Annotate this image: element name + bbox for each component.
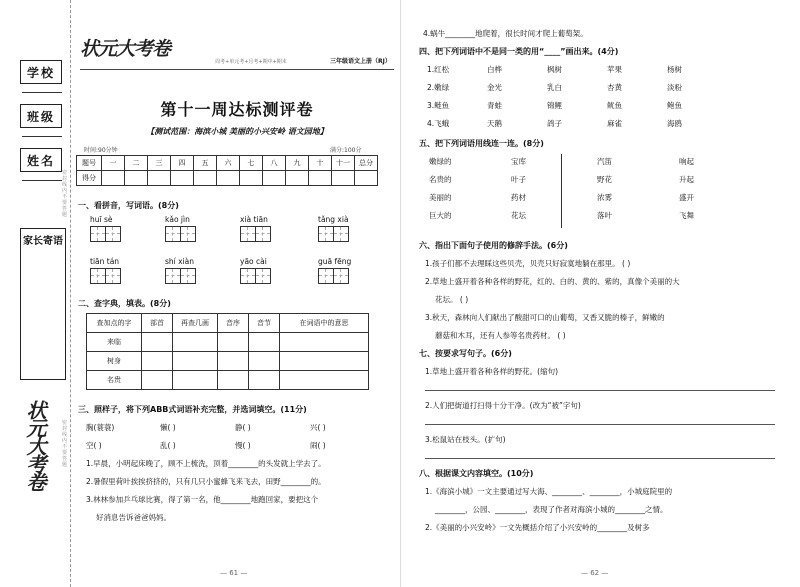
pinyin-item: [90, 257, 120, 284]
rhetoric-question: 2.草地上盛开着各种各样的野花，红的、白的、黄的、紫的，真像个美丽的大: [425, 277, 680, 286]
section-2-title: 二、查字典，填表。(8分): [78, 299, 171, 308]
word[interactable]: 麻雀: [607, 119, 622, 128]
score-header-row: [77, 156, 378, 171]
answer-line[interactable]: [425, 424, 775, 425]
dict-header: 音节: [249, 314, 280, 333]
match-item[interactable]: 浓雾: [597, 193, 612, 202]
dict-cell[interactable]: [218, 352, 249, 371]
word[interactable]: 1.红松: [427, 65, 450, 74]
score-cell[interactable]: [194, 171, 217, 186]
score-header-cell: 一: [102, 156, 125, 171]
test-scope: 【测试范围：海滨小城 美丽的小兴安岭 语文园地】: [146, 127, 328, 136]
abb-blank[interactable]: 乱( ): [160, 441, 176, 450]
score-header-cell: 五: [194, 156, 217, 171]
score-header-cell: 十一: [332, 156, 355, 171]
dictionary-table: [86, 313, 369, 390]
dict-cell[interactable]: [280, 352, 369, 371]
score-row: [77, 171, 378, 186]
score-header-cell: 七: [240, 156, 263, 171]
section-1-title: 一、看拼音，写词语。(8分): [78, 201, 179, 210]
word[interactable]: 锦鲤: [547, 101, 562, 110]
write-box[interactable]: [333, 268, 349, 284]
word[interactable]: 枫树: [547, 65, 562, 74]
pinyin-item: [318, 257, 351, 284]
rhetoric-question: 花坛。 ( ): [435, 295, 469, 304]
answer-line[interactable]: [425, 390, 775, 391]
pinyin-text: shí xiàn: [165, 257, 195, 266]
match-item[interactable]: 汽笛: [597, 157, 612, 166]
score-header-cell: 题号: [77, 156, 102, 171]
abb-blank[interactable]: 兴( ): [310, 423, 326, 432]
parent-comment-box[interactable]: [20, 228, 66, 380]
match-column: [597, 156, 612, 228]
word[interactable]: 白桦: [487, 65, 502, 74]
abb-blank[interactable]: 静( ): [235, 423, 251, 432]
name-label: 姓名: [20, 148, 62, 172]
section-5-title: 五、把下列词语用线连一连。(8分): [419, 139, 544, 148]
pinyin-text: yāo cài: [240, 257, 267, 266]
dict-cell[interactable]: [249, 352, 280, 371]
word[interactable]: 鱿鱼: [607, 101, 622, 110]
write-box[interactable]: [255, 268, 271, 284]
pinyin-text: xià tiān: [240, 215, 268, 224]
header-tagline: 周考+单元考+月考+期中+期末: [215, 59, 287, 65]
word[interactable]: 3.鲢鱼: [427, 101, 450, 110]
side-logo: 状元大考卷: [23, 400, 47, 490]
dict-cell[interactable]: [142, 352, 173, 371]
word-row: [427, 82, 727, 93]
word-row: [427, 100, 727, 111]
word[interactable]: 2.嫩绿: [427, 83, 450, 92]
dict-cell[interactable]: [173, 352, 218, 371]
pinyin-text: tiān tán: [90, 257, 120, 266]
score-header-cell: 十: [309, 156, 332, 171]
word[interactable]: 4.飞蛾: [427, 119, 450, 128]
score-cell[interactable]: [125, 171, 148, 186]
fill-sentence: 1.早晨，小明起床晚了，顾不上梳洗，顶着________的头发就上学去了。: [86, 459, 326, 468]
pinyin-text: kǎo jìn: [165, 215, 190, 224]
abb-blank[interactable]: 闹( ): [310, 441, 326, 450]
write-box[interactable]: [318, 268, 334, 284]
match-item[interactable]: 花坛: [511, 211, 526, 220]
rewrite-question: 2.人们把街道打扫得十分干净。(改为“被”字句): [425, 401, 581, 410]
score-header-cell: 九: [286, 156, 309, 171]
rhetoric-question: 1.孩子们都不去理睬这些贝壳，贝壳只好寂寞地躺在那里。 ( ): [425, 259, 631, 268]
match-divider: [561, 154, 562, 228]
match-item[interactable]: 嫩绿的: [429, 157, 452, 166]
score-cell[interactable]: [355, 171, 378, 186]
pinyin-item: [240, 215, 270, 242]
school-label: 学校: [20, 60, 62, 84]
pinyin-text: huī sè: [90, 215, 113, 224]
word[interactable]: 苹果: [607, 65, 622, 74]
word[interactable]: 杨树: [667, 65, 682, 74]
section-4-title: 四、把下列词语中不是同一类的用“____”画出来。(4分): [419, 47, 619, 56]
page-number: — 61 —: [220, 569, 248, 577]
pinyin-item: [165, 215, 195, 242]
dict-cell[interactable]: [173, 333, 218, 352]
match-item[interactable]: 野花: [597, 175, 612, 184]
word[interactable]: 海鸥: [667, 119, 682, 128]
match-item[interactable]: 落叶: [597, 211, 612, 220]
score-cell[interactable]: [240, 171, 263, 186]
abb-blank[interactable]: 懒( ): [160, 423, 176, 432]
section-3-title: 三、照样子，将下列ABB式词语补充完整，并选词填空。(11分): [78, 405, 307, 414]
word[interactable]: 金光: [487, 83, 502, 92]
score-cell[interactable]: [148, 171, 171, 186]
match-item[interactable]: 盛开: [679, 193, 694, 202]
dict-word: 树身: [87, 352, 142, 371]
dict-cell[interactable]: [280, 333, 369, 352]
match-item[interactable]: 响起: [679, 157, 694, 166]
score-header-cell: 二: [125, 156, 148, 171]
page-title: 第十一周达标测评卷: [160, 100, 314, 119]
match-item[interactable]: 美丽的: [429, 193, 452, 202]
abb-example: 胸(蓑蓑): [86, 423, 115, 432]
match-item[interactable]: 叶子: [511, 175, 526, 184]
score-cell[interactable]: [171, 171, 194, 186]
full-score: 满分:100分: [330, 147, 362, 154]
score-header-cell: 八: [263, 156, 286, 171]
match-item[interactable]: 药材: [511, 193, 526, 202]
match-column: [511, 156, 526, 228]
write-box[interactable]: [180, 268, 196, 284]
write-box[interactable]: [240, 226, 256, 242]
rewrite-question: 3.松鼠站在枝头。(扩句): [425, 435, 506, 444]
recall-question: ________，公园、________，表现了作者对海滨小城的________之情。: [435, 505, 668, 514]
recall-question: 2.《美丽的小兴安岭》一文先概括介绍了小兴安岭的________及树多: [425, 523, 650, 532]
dict-header: 部首: [142, 314, 173, 333]
dict-cell[interactable]: [280, 371, 369, 390]
section-8-title: 八、根据课文内容填空。(10分): [419, 469, 534, 478]
dict-cell[interactable]: [249, 333, 280, 352]
word[interactable]: 淡粉: [667, 83, 682, 92]
score-cell[interactable]: [309, 171, 332, 186]
dict-header: 再查几画: [173, 314, 218, 333]
match-column: [679, 156, 694, 228]
dict-header: 音序: [218, 314, 249, 333]
seal-note: 密封线内不要答题: [62, 170, 68, 218]
score-header-cell: 三: [148, 156, 171, 171]
write-box[interactable]: [333, 226, 349, 242]
answer-line[interactable]: [425, 458, 775, 459]
rewrite-question: 1.草地上盛开着各种各样的野花。(缩句): [425, 367, 559, 376]
score-header-cell: 四: [171, 156, 194, 171]
write-box[interactable]: [318, 226, 334, 242]
dict-cell[interactable]: [142, 371, 173, 390]
score-header-cell: 总分: [355, 156, 378, 171]
recall-question: 1.《海滨小城》一文主要通过写大海、________、________，小城庭院里的: [425, 487, 673, 496]
fill-sentence: 好消息告诉爸爸妈妈。: [96, 513, 171, 522]
score-cell[interactable]: [263, 171, 286, 186]
class-field[interactable]: [22, 136, 62, 137]
fill-sentence: 2.暑假里荷叶挨挨挤挤的，只有几只小蜜蜂飞来飞去，田野________的。: [86, 477, 326, 486]
abb-blank[interactable]: 空( ): [86, 441, 102, 450]
match-item[interactable]: 升起: [679, 175, 694, 184]
score-cell[interactable]: [286, 171, 309, 186]
page-number: — 62 —: [581, 569, 609, 577]
write-box[interactable]: [165, 226, 181, 242]
pinyin-item: [240, 257, 270, 284]
time-limit: 时间:90分钟: [84, 147, 118, 154]
header-logo: 状元大考卷: [80, 38, 171, 60]
dict-word: 名贵: [87, 371, 142, 390]
write-box[interactable]: [255, 226, 271, 242]
score-table: [76, 155, 378, 186]
abb-blank[interactable]: 慢( ): [235, 441, 251, 450]
match-item[interactable]: 名贵的: [429, 175, 452, 184]
write-box[interactable]: [240, 268, 256, 284]
parent-comment-label: 家长寄语: [23, 236, 63, 247]
word-row: [427, 118, 727, 129]
word[interactable]: 天鹅: [487, 119, 502, 128]
name-field[interactable]: [22, 180, 62, 181]
class-label: 班级: [20, 104, 62, 128]
score-header-cell: 六: [217, 156, 240, 171]
pinyin-item: [318, 215, 349, 242]
section-6-title: 六、指出下面句子使用的修辞手法。(6分): [419, 241, 568, 250]
dict-cell[interactable]: [249, 371, 280, 390]
score-cell[interactable]: [102, 171, 125, 186]
word[interactable]: 乳白: [547, 83, 562, 92]
dict-header: 在词语中的意思: [280, 314, 369, 333]
match-item[interactable]: 飞舞: [679, 211, 694, 220]
word[interactable]: 鸽子: [547, 119, 562, 128]
fill-sentence: 3.林林参加乒乓球比赛，得了第一名，他________地跑回家，要把这个: [86, 495, 319, 504]
seal-note: 密封线内不要答题: [62, 420, 68, 468]
match-item[interactable]: 巨大的: [429, 211, 452, 220]
match-item[interactable]: 宝库: [511, 157, 526, 166]
score-cell[interactable]: [332, 171, 355, 186]
dict-cell[interactable]: [173, 371, 218, 390]
right-page: [400, 0, 800, 587]
write-box[interactable]: [105, 226, 121, 242]
dict-word: 来临: [87, 333, 142, 352]
header-grade: 三年级语文上册（RJ）: [330, 58, 391, 65]
word[interactable]: 鲍鱼: [667, 101, 682, 110]
pinyin-item: [165, 257, 195, 284]
word[interactable]: 青蛙: [487, 101, 502, 110]
pinyin-text: tǎng xià: [318, 215, 349, 224]
write-box[interactable]: [90, 268, 106, 284]
dict-cell[interactable]: [218, 371, 249, 390]
section-7-title: 七、按要求写句子。(6分): [419, 349, 512, 358]
write-box[interactable]: [105, 268, 121, 284]
pinyin-text: guā fēng: [318, 257, 352, 266]
binding-margin: [0, 0, 71, 587]
match-column: [429, 156, 452, 228]
word[interactable]: 杏黄: [607, 83, 622, 92]
fill-sentence: 4.蜗牛________地爬着，很长时间才爬上葡萄架。: [423, 29, 588, 38]
dict-cell[interactable]: [142, 333, 173, 352]
score-row-label: 得分: [77, 171, 102, 186]
score-cell[interactable]: [217, 171, 240, 186]
header-rule: [80, 69, 394, 70]
write-box[interactable]: [90, 226, 106, 242]
write-box[interactable]: [180, 226, 196, 242]
school-field[interactable]: [22, 92, 62, 93]
rhetoric-question: 3.秋天，森林向人们献出了酸甜可口的山葡萄，又香又脆的榛子，鲜嫩的: [425, 313, 665, 322]
word-row: [427, 64, 727, 75]
dict-cell[interactable]: [218, 333, 249, 352]
write-box[interactable]: [165, 268, 181, 284]
rhetoric-question: 蘑菇和木耳，还有人参等名贵药材。 ( ): [435, 331, 566, 340]
dict-header: 查加点的字: [87, 314, 142, 333]
pinyin-item: [90, 215, 120, 242]
